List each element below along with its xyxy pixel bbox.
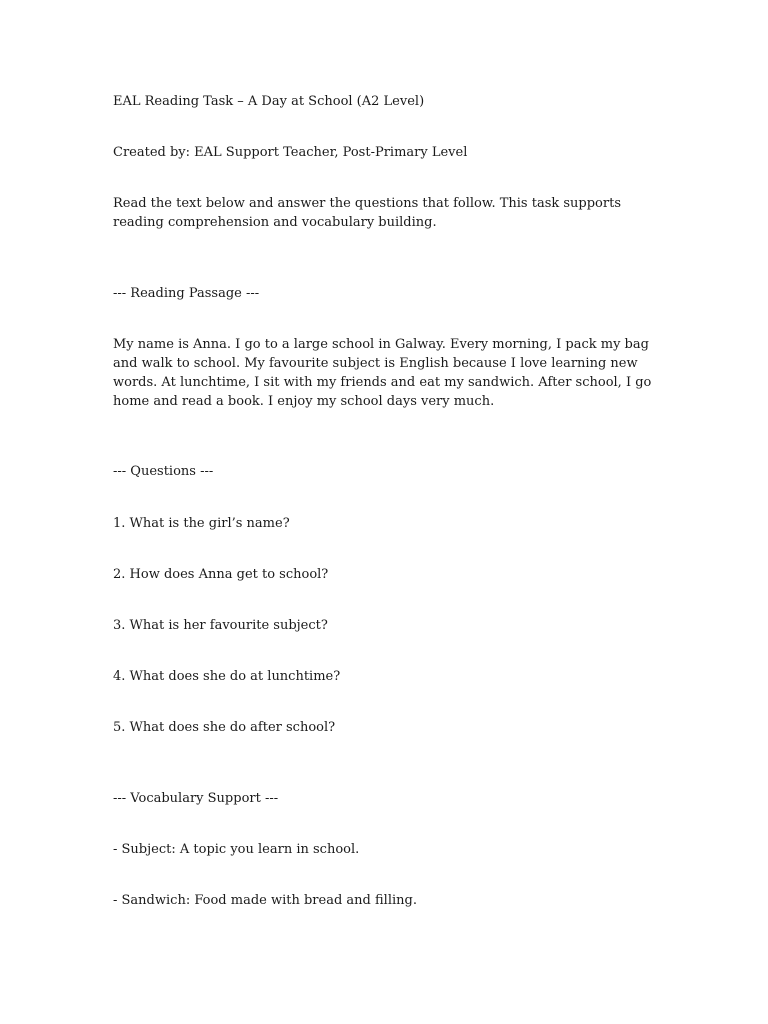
question-item: 2. How does Anna get to school? xyxy=(113,567,329,582)
vocabulary-item: - Subject: A topic you learn in school. xyxy=(113,842,360,857)
document-title: EAL Reading Task – A Day at School (A2 Level) xyxy=(113,94,425,109)
question-item: 1. What is the girl’s name? xyxy=(113,516,290,531)
question-item: 4. What does she do at lunchtime? xyxy=(113,669,341,684)
reading-passage: My name is Anna. I go to a large school in Galway. Every morning, I pack my bag and walk to school. My favourite subject is English because I love learning new words. At lunchtime, I sit with my friends and eat my sandwich. After school, I go home and read a book. I enjoy my school days very much. xyxy=(113,337,652,409)
vocabulary-heading: --- Vocabulary Support --- xyxy=(113,791,279,806)
created-by-line: Created by: EAL Support Teacher, Post-Primary Level xyxy=(113,145,468,160)
vocabulary-item: - Sandwich: Food made with bread and filling. xyxy=(113,893,417,908)
passage-heading: --- Reading Passage --- xyxy=(113,286,260,301)
questions-heading: --- Questions --- xyxy=(113,464,214,479)
question-item: 3. What is her favourite subject? xyxy=(113,618,328,633)
question-item: 5. What does she do after school? xyxy=(113,720,336,735)
instructions-paragraph: Read the text below and answer the questions that follow. This task supports reading comprehension and vocabulary building. xyxy=(113,196,621,230)
